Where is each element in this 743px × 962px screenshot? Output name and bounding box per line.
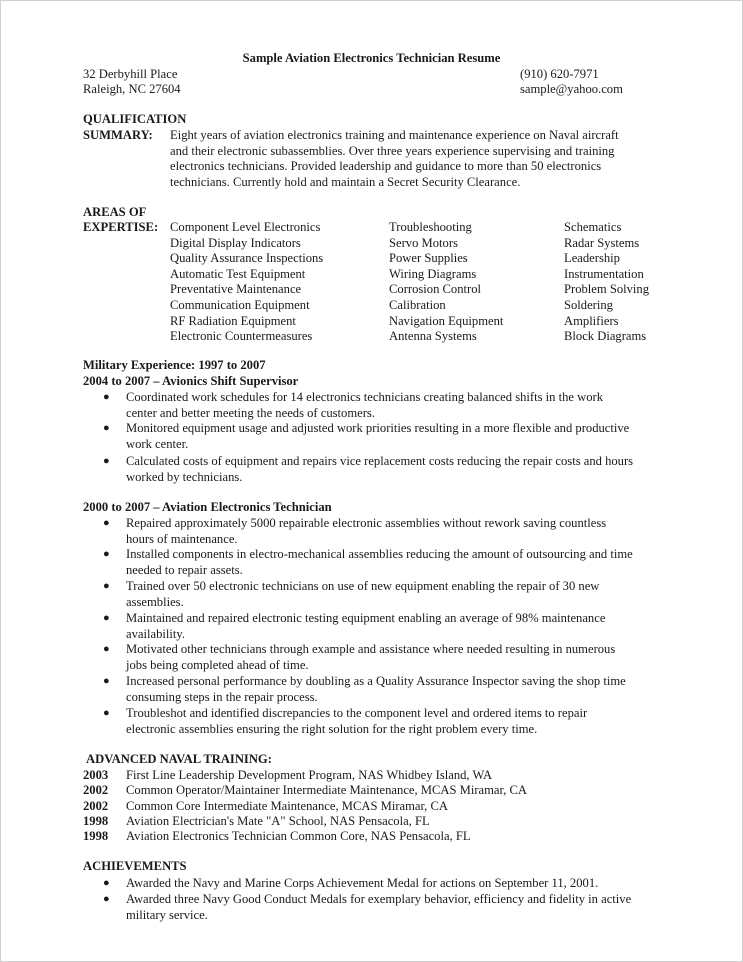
expertise-item: Instrumentation [564,266,644,281]
training-course: Aviation Electronics Technician Common Core, NAS Pensacola, FL [126,829,471,843]
expertise-column-1 [170,220,323,345]
expertise-item: Electronic Countermeasures [170,329,313,344]
job-title: 2000 to 2007 – Aviation Electronics Technician [83,500,332,514]
bullet-line: Installed components in electro-mechanical assemblies reducing the amount of outsourcing and time [126,547,633,561]
bullet-icon: ● [103,707,110,719]
expertise-item: Amplifiers [564,313,619,328]
training-year: 2002 [83,783,109,797]
expertise-item: Soldering [564,297,613,312]
summary-line: and their electronic subassemblies. Over three years experience supervising and training [170,143,615,158]
job-bullet [126,547,633,578]
bullet-line: work center. [126,436,189,451]
expertise-item: Corrosion Control [389,282,482,297]
bullet-icon: ● [103,893,110,905]
job-bullet [126,516,606,547]
achievements-heading: ACHIEVEMENTS [83,859,187,873]
training-course: Common Core Intermediate Maintenance, MCAS Miramar, CA [126,799,448,813]
expertise-item: RF Radiation Equipment [170,313,296,328]
job-bullet [126,421,629,452]
training-year: 1998 [83,814,109,828]
expertise-item: Leadership [564,251,620,266]
job-bullet [126,611,605,642]
bullet-icon: ● [103,391,110,403]
expertise-item: Calibration [389,297,446,312]
summary-line: Eight years of aviation electronics training and maintenance experience on Naval aircraft [170,128,619,142]
job-bullet [126,642,615,673]
bullet-line: electronic assemblies ensuring the right solution for the right problem every time. [126,721,538,736]
job-bullet [126,390,603,421]
bullet-line: Calculated costs of equipment and repairs vice replacement costs reducing the repair costs and hours [126,454,634,468]
bullet-icon: ● [103,612,110,624]
email: sample@yahoo.com [520,82,623,96]
training-year: 2002 [83,799,109,813]
expertise-column-3 [564,220,649,345]
bullet-line: availability. [126,626,185,641]
bullet-icon: ● [103,675,110,687]
expertise-item: Digital Display Indicators [170,235,301,250]
bullet-line: hours of maintenance. [126,531,238,546]
job-bullet [126,579,599,610]
bullet-line: Coordinated work schedules for 14 electronics technicians creating balanced shifts in the work [126,390,604,404]
achievement-bullet [126,876,598,892]
expertise-item: Antenna Systems [389,329,477,344]
bullet-line: Repaired approximately 5000 repairable electronic assemblies without rework saving countless [126,516,607,530]
expertise-item: Troubleshooting [389,220,472,234]
expertise-column-2 [389,220,503,345]
summary-line: technicians. Currently hold and maintain a Secret Security Clearance. [170,174,521,189]
expertise-item: Preventative Maintenance [170,282,302,297]
training-course: Common Operator/Maintainer Intermediate Maintenance, MCAS Miramar, CA [126,783,527,797]
training-course: First Line Leadership Development Program, NAS Whidbey Island, WA [126,768,493,782]
summary-heading: SUMMARY: [83,128,153,142]
bullet-icon: ● [103,548,110,560]
bullet-line: Troubleshot and identified discrepancies to the component level and ordered items to repair [126,706,588,720]
areas-heading: AREAS OF [83,205,147,219]
bullet-line: jobs being completed ahead of time. [126,657,309,672]
job-bullet [126,706,587,737]
summary-text [170,128,619,190]
expertise-item: Servo Motors [389,235,458,250]
expertise-item: Wiring Diagrams [389,266,477,281]
bullet-icon: ● [103,643,110,655]
training-heading: ADVANCED NAVAL TRAINING: [86,752,272,766]
bullet-icon: ● [103,580,110,592]
expertise-heading: EXPERTISE: [83,220,159,234]
bullet-line: Increased personal performance by doubling as a Quality Assurance Inspector saving the shop time [126,674,626,688]
bullet-line: Awarded the Navy and Marine Corps Achievement Medal for actions on September 11, 2001. [126,876,599,890]
bullet-line: consuming steps in the repair process. [126,689,318,704]
training-year: 2003 [83,768,109,782]
expertise-item: Problem Solving [564,282,650,297]
bullet-line: Awarded three Navy Good Conduct Medals for exemplary behavior, efficiency and fidelity in active [126,892,632,906]
summary-line: electronics technicians. Provided leadership and guidance to more than 50 electronics [170,159,602,174]
job-bullet [126,674,626,705]
job-bullet [126,454,633,485]
address-line-1: 32 Derbyhill Place [83,67,178,81]
expertise-item: Block Diagrams [564,329,647,344]
bullet-line: military service. [126,907,208,922]
address-line-2: Raleigh, NC 27604 [83,82,181,96]
bullet-line: Motivated other technicians through example and assistance where needed resulting in numerous [126,642,616,656]
bullet-icon: ● [103,422,110,434]
bullet-icon: ● [103,517,110,529]
expertise-item: Component Level Electronics [170,220,321,234]
bullet-icon: ● [103,455,110,467]
job-title: 2004 to 2007 – Avionics Shift Supervisor [83,374,299,388]
qualification-heading: QUALIFICATION [83,112,187,126]
expertise-item: Automatic Test Equipment [170,266,306,281]
bullet-line: Maintained and repaired electronic testing equipment enabling an average of 98% maintenance [126,611,606,625]
bullet-line: assemblies. [126,594,184,609]
bullet-line: needed to repair assets. [126,562,243,577]
bullet-line: center and better meeting the needs of customers. [126,405,375,420]
bullet-line: worked by technicians. [126,469,243,484]
expertise-item: Quality Assurance Inspections [170,251,324,266]
military-heading: Military Experience: 1997 to 2007 [83,358,266,372]
training-course: Aviation Electrician's Mate "A" School, NAS Pensacola, FL [126,814,430,828]
bullet-icon: ● [103,877,110,889]
expertise-item: Communication Equipment [170,297,310,312]
achievement-bullet [126,892,631,923]
resume-title: Sample Aviation Electronics Technician Resume [242,51,501,65]
bullet-line: Monitored equipment usage and adjusted work priorities resulting in a more flexible and productive [126,421,630,435]
expertise-item: Radar Systems [564,235,640,250]
expertise-item: Power Supplies [389,251,468,266]
training-year: 1998 [83,829,109,843]
expertise-item: Navigation Equipment [389,313,504,328]
bullet-line: Trained over 50 electronic technicians on use of new equipment enabling the repair of 30 new [126,579,600,593]
phone: (910) 620-7971 [520,67,599,81]
expertise-item: Schematics [564,220,622,234]
